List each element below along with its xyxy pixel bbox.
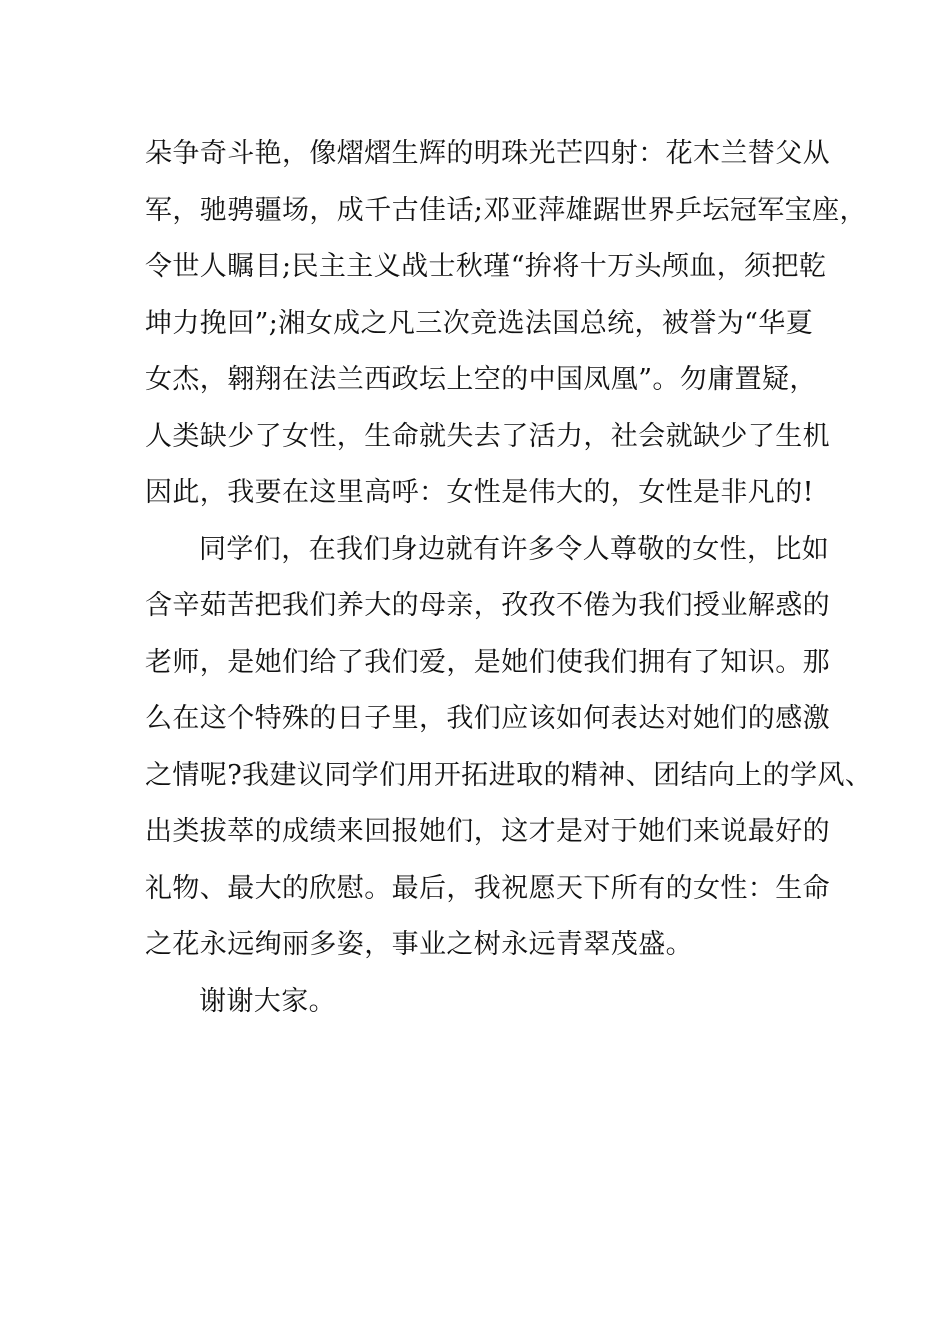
closing-line: 谢谢大家。 [199,985,336,1017]
text-line: 军，驰骋疆场，成千古佳话;邓亚萍雄踞世界乒坛冠军宝座， [145,194,867,226]
text-line: 之情呢?我建议同学们用开拓进取的精神、团结向上的学风、 [145,759,873,791]
text-line: 女杰，翱翔在法兰西政坛上空的中国凤凰”。勿庸置疑， [145,364,817,395]
text-line: 么在这个特殊的日子里，我们应该如何表达对她们的感激 [145,703,830,734]
text-line: 人类缺少了女性，生命就失去了活力，社会就缺少了生机 [145,420,830,452]
document-body [145,130,873,1034]
text-line: 坤力挽回”;湘女成之凡三次竞选法国总统，被誉为“华夏 [145,307,814,339]
text-line: 朵争奇斗艳，像熠熠生辉的明珠光芒四射：花木兰替父从 [145,138,830,169]
text-line: 出类拔萃的成绩来回报她们，这才是对于她们来说最好的 [145,816,830,847]
text-line: 含辛茹苦把我们养大的母亲，孜孜不倦为我们授业解惑的 [145,590,830,621]
paragraph-first-line: 同学们，在我们身边就有许多令人尊敬的女性，比如 [199,533,830,565]
text-line: 礼物、最大的欣慰。最后，我祝愿天下所有的女性：生命 [145,872,830,904]
text-line: 之花永远绚丽多姿，事业之树永远青翠茂盛。 [145,929,693,960]
text-line: 令世人瞩目;民主主义战士秋瑾“拚将十万头颅血，须把乾 [145,251,827,282]
text-line: 老师，是她们给了我们爱，是她们使我们拥有了知识。那 [145,646,830,678]
text-line: 因此，我要在这里高呼：女性是伟大的，女性是非凡的! [145,477,814,508]
